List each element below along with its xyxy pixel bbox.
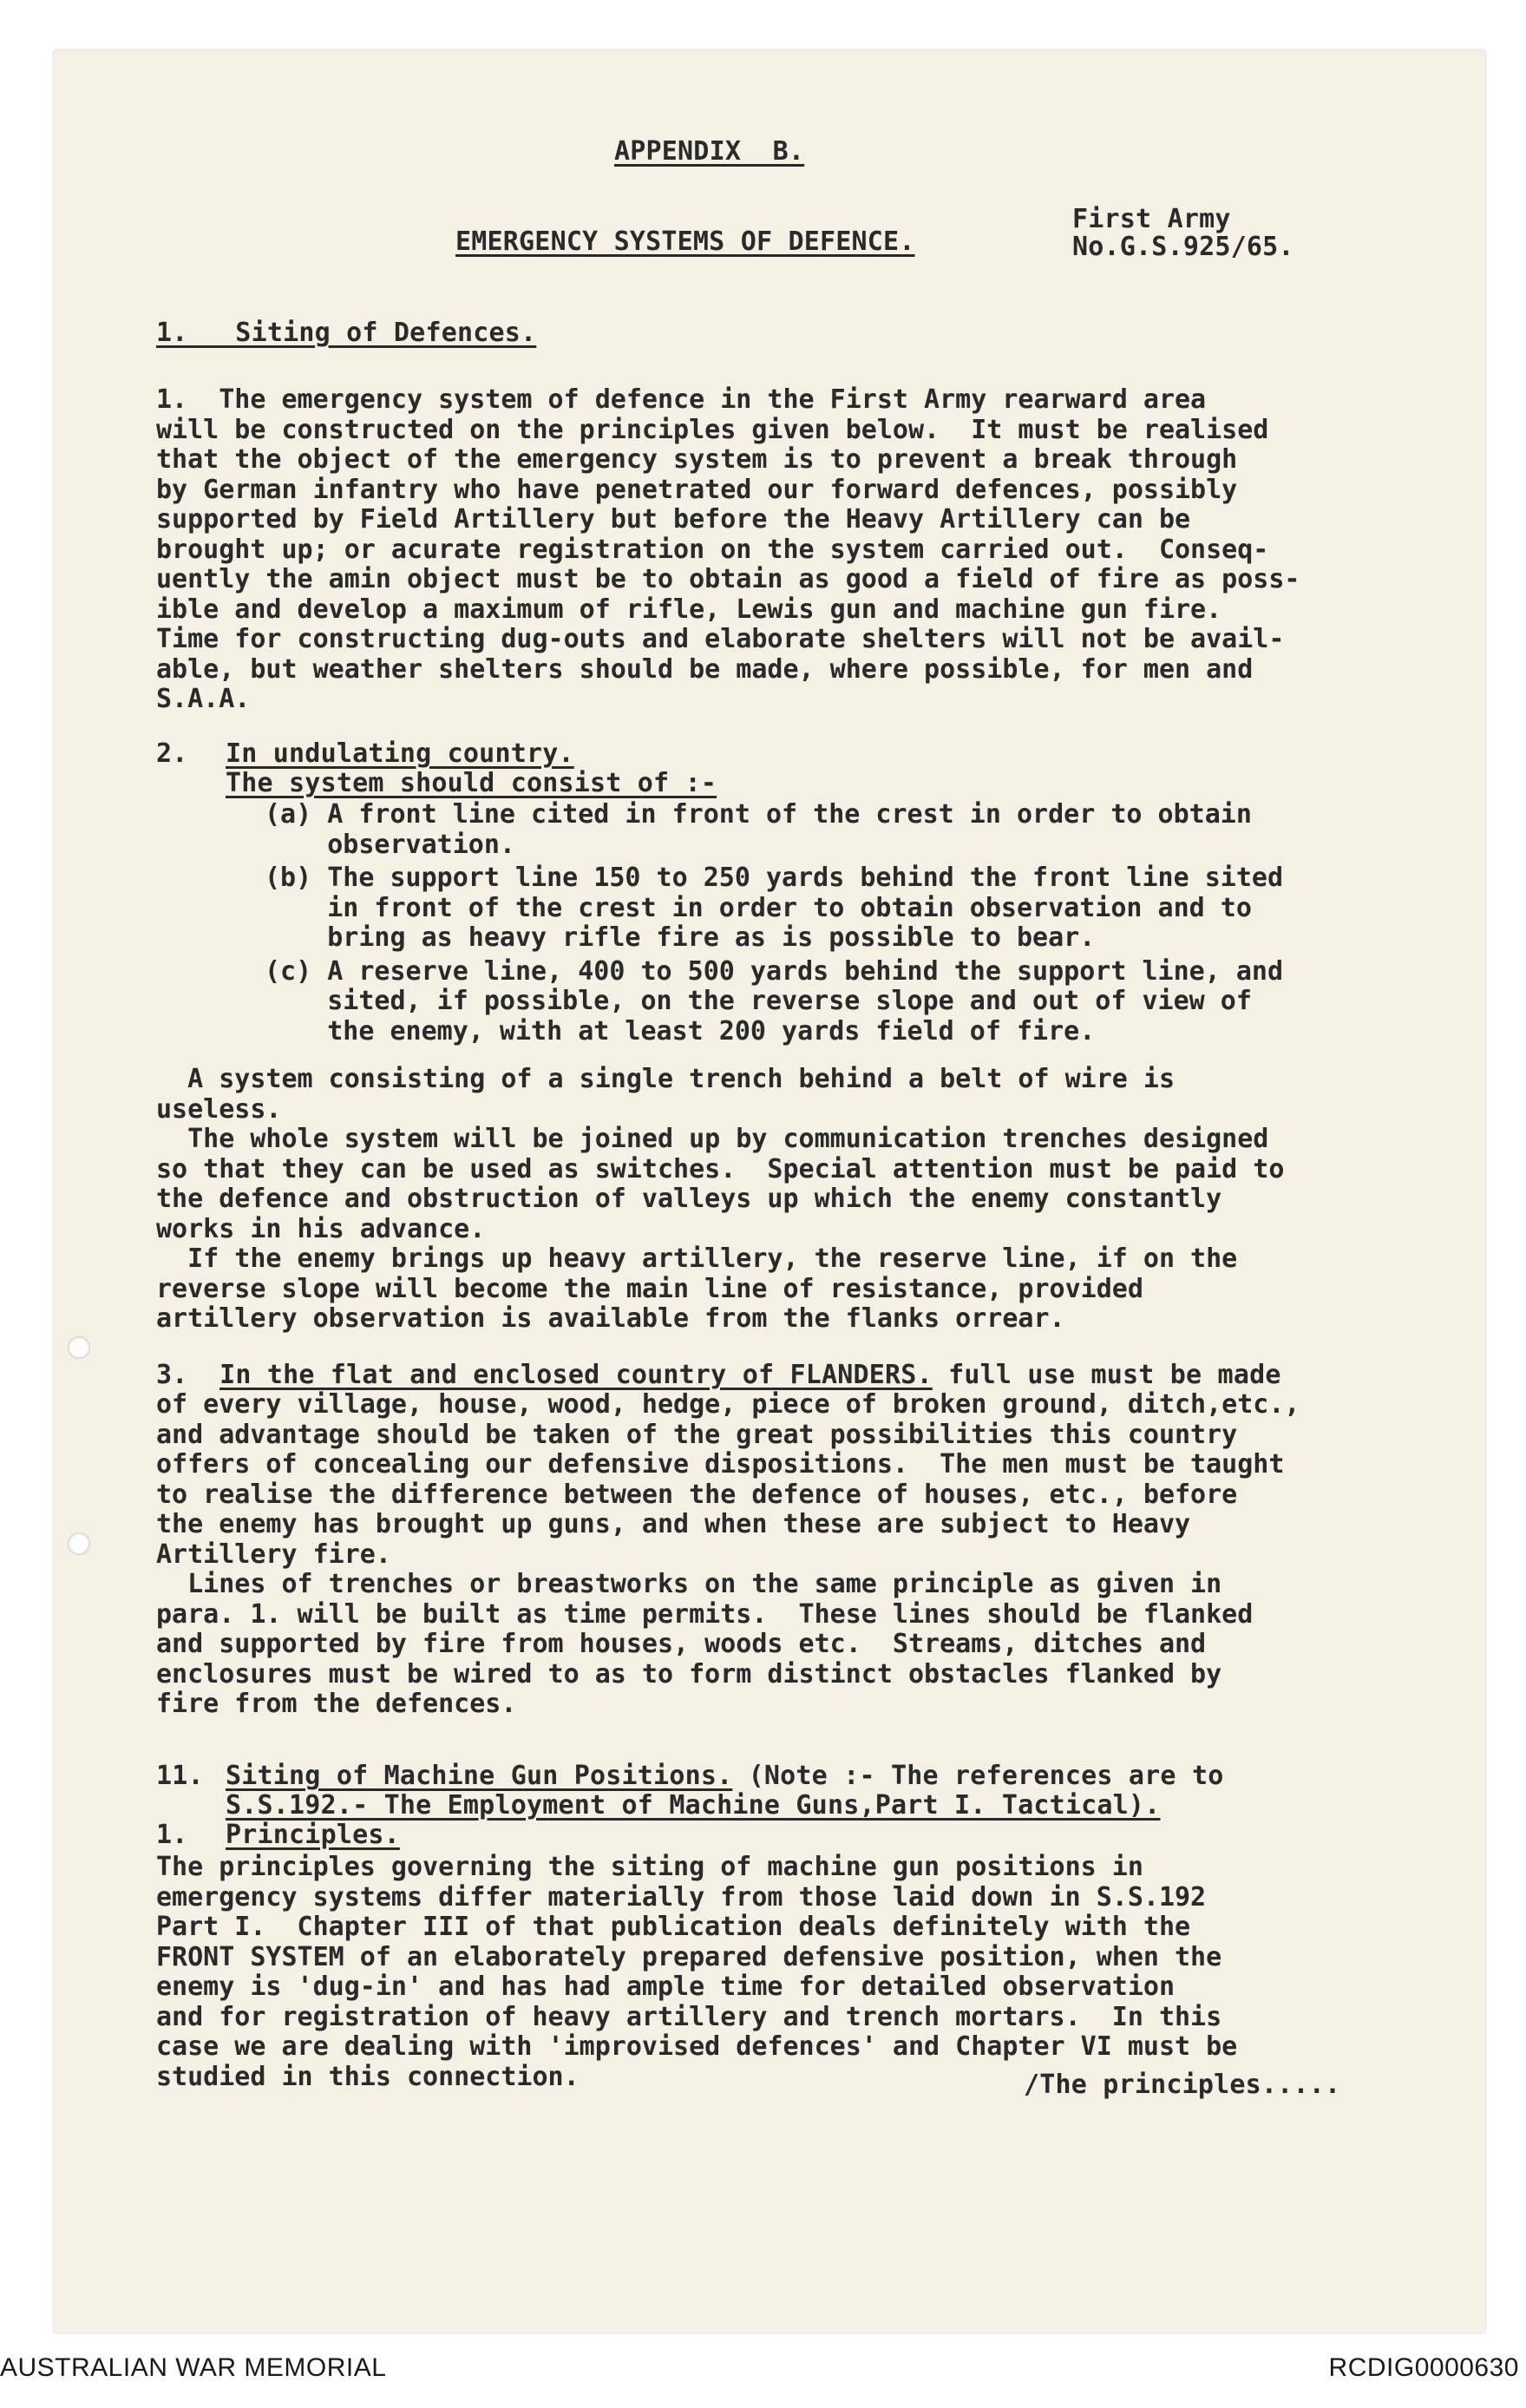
text-line: uently the amin object must be to obtain as good a field of fire as poss- <box>156 564 1300 594</box>
text-line: the defence and obstruction of valleys up which the enemy constantly <box>156 1184 1222 1214</box>
text-line: studied in this connection. <box>156 2061 580 2092</box>
text-line: If the enemy brings up heavy artillery, the reserve line, if on the <box>156 1243 1238 1274</box>
subsection-number: 1. <box>156 1820 188 1850</box>
text-line: the enemy, with at least 200 yards field of fire. <box>265 1015 1096 1047</box>
footer-identifier: RCDIG0000630 <box>1328 2353 1519 2382</box>
section-1-heading <box>156 318 536 349</box>
document-title: EMERGENCY SYSTEMS OF DEFENCE. <box>455 226 915 257</box>
paragraph-3-first-line <box>156 1361 1281 1391</box>
text-line: that the object of the emergency system is to prevent a break through <box>156 444 1238 475</box>
paragraph-3-number: 3. <box>156 1360 188 1390</box>
text-line: The whole system will be joined up by communication trenches designed <box>156 1124 1269 1154</box>
text-line: brought up; or acurate registration on the system carried out. Conseq- <box>156 534 1269 565</box>
text-line: will be constructed on the principles given below. It must be realised <box>156 414 1269 445</box>
text-line: Part I. Chapter III of that publication deals definitely with the <box>156 1912 1191 1942</box>
text-line: enclosures must be wired to as to form distinct obstacles flanked by <box>156 1658 1222 1690</box>
list-item <box>265 863 1283 954</box>
punch-hole <box>68 1336 90 1359</box>
paragraph-3 <box>156 1390 1300 1720</box>
section-2-note: (Note :- The references are to <box>732 1761 1224 1791</box>
section-2-note-line-2: S.S.192.- The Employment of Machine Guns,Part I. Tactical). <box>226 1790 1161 1821</box>
text-line: case we are dealing with 'improvised defences' and Chapter VI must be <box>156 2031 1238 2062</box>
text-line: artillery observation is available from the flanks orrear. <box>156 1303 1065 1334</box>
section-2-first-line <box>226 1762 1223 1792</box>
text-line: the enemy has brought up guns, and when these are subject to Heavy <box>156 1509 1191 1539</box>
text-line: The principles governing the siting of machine gun positions in <box>156 1852 1143 1882</box>
text-line: works in his advance. <box>156 1213 486 1244</box>
text-line: supported by Field Artillery but before the Heavy Artillery can be <box>156 504 1191 535</box>
text-line: useless. <box>156 1093 282 1125</box>
text-line: to realise the difference between the defence of houses, etc., before <box>156 1479 1238 1510</box>
paragraph-3-first-rest: full use must be made <box>932 1360 1281 1390</box>
text-line: offers of concealing our defensive dispositions. The men must be taught <box>156 1449 1285 1480</box>
footer-institution: AUSTRALIAN WAR MEMORIAL <box>0 2353 387 2382</box>
continuation-text: /The principles..... <box>1024 2070 1341 2100</box>
reference-line-2: No.G.S.925/65. <box>1072 232 1294 262</box>
text-line: S.A.A. <box>156 684 251 714</box>
text-line: of every village, house, wood, hedge, piece of broken ground, ditch,etc., <box>156 1389 1300 1420</box>
text-line: observation. <box>265 829 515 860</box>
text-line: in front of the crest in order to obtain observation and to <box>265 892 1252 923</box>
text-line: so that they can be used as switches. Special attention must be paid to <box>156 1153 1285 1184</box>
text-line: (b) The support line 150 to 250 yards behind the front line sited <box>265 863 1283 893</box>
text-line: (a) A front line cited in front of the crest in order to obtain <box>265 799 1252 830</box>
text-line: para. 1. will be built as time permits. These lines should be flanked <box>156 1598 1254 1630</box>
reference-line-1: First Army <box>1072 204 1231 234</box>
punch-hole <box>68 1532 90 1555</box>
paragraph-2-items <box>265 800 1283 1050</box>
list-item <box>265 957 1283 1047</box>
paragraph-2-after <box>156 1065 1284 1335</box>
paragraph-2-heading: In undulating country. <box>226 738 574 769</box>
text-line: Artillery fire. <box>156 1539 391 1570</box>
section-2-number: 11. <box>156 1761 204 1791</box>
text-line: 1. The emergency system of defence in the First Army rearward area <box>156 384 1207 415</box>
text-line: able, but weather shelters should be made, where possible, for men and <box>156 653 1254 685</box>
text-line: enemy is 'dug-in' and has had ample time for detailed observation <box>156 1972 1175 2002</box>
text-line: and for registration of heavy artillery and trench mortars. In this <box>156 2001 1222 2032</box>
text-line: fire from the defences. <box>156 1689 517 1719</box>
text-line: Time for constructing dug-outs and elaborate shelters will not be avail- <box>156 624 1285 654</box>
text-line: ible and develop a maximum of rifle, Lewis gun and machine gun fire. <box>156 594 1222 625</box>
text-line: (c) A reserve line, 400 to 500 yards behind the support line, and <box>265 955 1283 987</box>
text-line: A system consisting of a single trench behind a belt of wire is <box>156 1064 1175 1094</box>
appendix-heading: APPENDIX B. <box>614 136 805 167</box>
section-1-heading-text: 1. Siting of Defences. <box>156 318 537 348</box>
section-2-paragraph <box>156 1853 1237 2092</box>
text-line: bring as heavy rifle fire as is possible to bear. <box>265 922 1096 953</box>
paragraph-2-number: 2. <box>156 738 188 769</box>
paragraph-3-heading: In the flat and enclosed country of FLANDERS. <box>219 1360 933 1390</box>
text-line: Lines of trenches or breastworks on the same principle as given in <box>156 1569 1222 1599</box>
subsection-heading: Principles. <box>226 1820 400 1850</box>
text-line: FRONT SYSTEM of an elaborately prepared defensive position, when the <box>156 1941 1222 1972</box>
section-2-heading: Siting of Machine Gun Positions. <box>226 1761 733 1791</box>
paragraph-2-intro: The system should consist of :- <box>226 768 717 798</box>
list-item <box>265 800 1283 860</box>
text-line: and supported by fire from houses, woods etc. Streams, ditches and <box>156 1629 1207 1659</box>
text-line: emergency systems differ materially from those laid down in S.S.192 <box>156 1881 1207 1913</box>
text-line: sited, if possible, on the reverse slope and out of view of <box>265 986 1252 1016</box>
text-line: reverse slope will become the main line of resistance, provided <box>156 1273 1143 1304</box>
paragraph-1 <box>156 385 1300 715</box>
text-line: and advantage should be taken of the great possibilities this country <box>156 1419 1238 1450</box>
text-line: by German infantry who have penetrated our forward defences, possibly <box>156 474 1238 505</box>
